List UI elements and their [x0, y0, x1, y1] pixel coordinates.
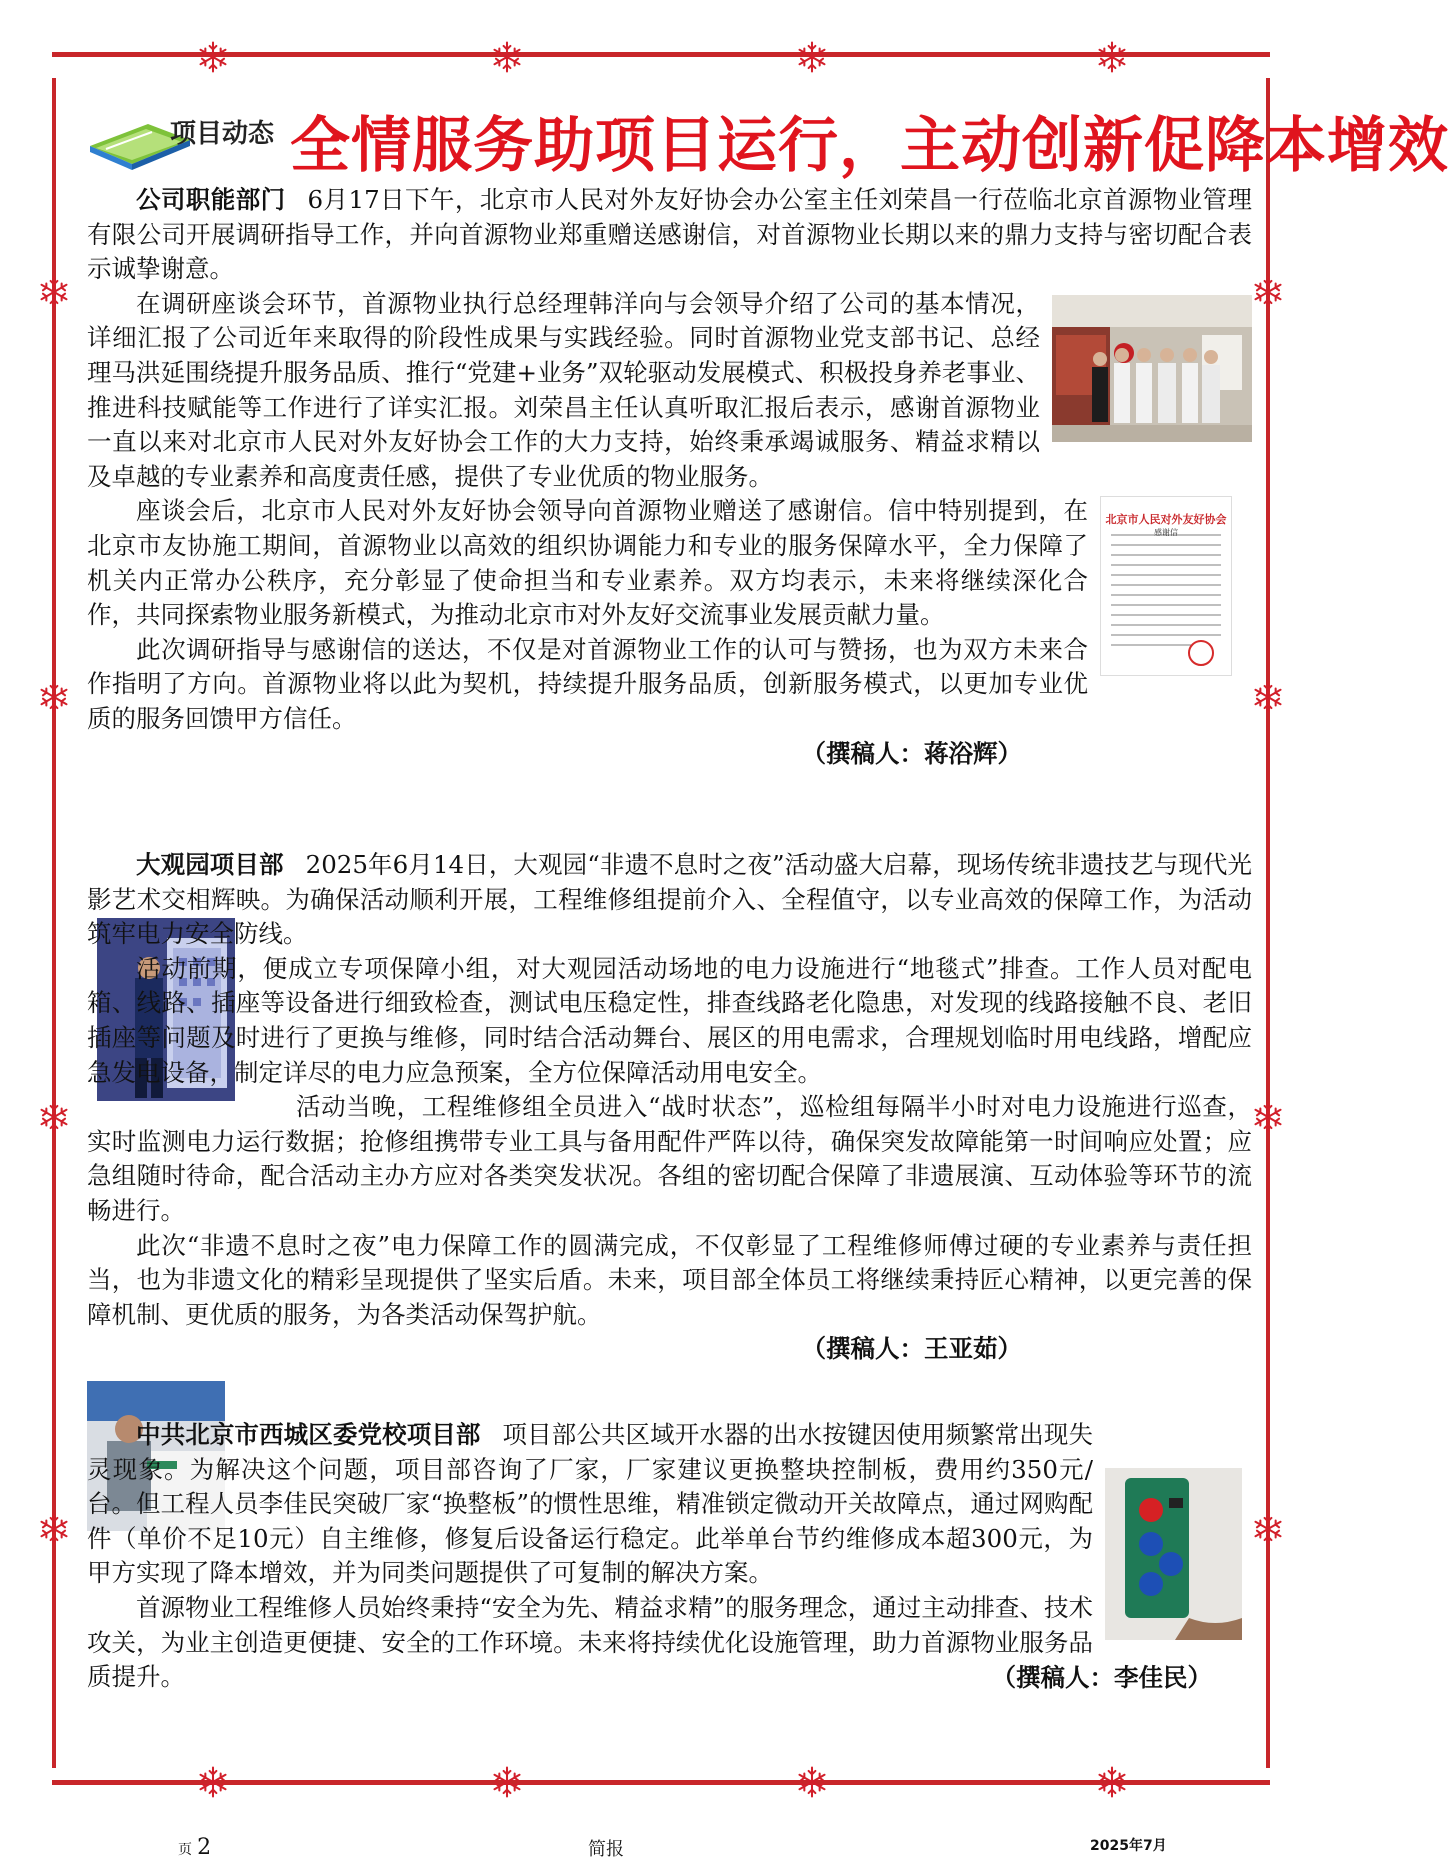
page-headline: 全情服务助项目运行，主动创新促降本增效	[290, 111, 1449, 181]
snowflake-icon	[37, 1512, 71, 1546]
article-paragraph: 在调研座谈会环节，首源物业执行总经理韩洋向与会领导介绍了公司的基本情况，详细汇报了公司近年来取得的阶段性成果与实践经验。同时首源物业党支部书记、总经理马洪延围绕提升服务品质、推行“党建+业务”双轮驱动发展模式、积极投身养老事业、推进科技赋能等工作进行了详实汇报。刘荣昌主任认真听取汇报后表示，感谢首源物业一直以来对北京市人民对外友好协会工作的大力支持，始终秉承竭诚服务、精益求精以及卓越的专业素养和高度责任感，提供了专业优质的物业服务。	[87, 288, 1040, 491]
snowflake-icon	[1251, 1512, 1285, 1546]
snowflake-icon	[196, 40, 230, 74]
article-paragraph: 此次“非遗不息时之夜”电力保障工作的圆满完成，不仅彰显了工程维修师傅过硬的专业素养与责任担当，也为非遗文化的精彩呈现提供了坚实后盾。未来，项目部全体员工将继续秉持匠心精神，以更完善的保障机制、更优质的服务，为各类活动保驾护航。	[87, 1230, 1252, 1329]
article-daguanyuan	[87, 848, 1252, 1367]
snowflake-icon	[1251, 275, 1285, 309]
author-credit: （撰稿人：李佳民）	[991, 1662, 1212, 1692]
issue-date: 2025年7月	[1090, 1838, 1167, 1854]
snowflake-icon	[1251, 1100, 1285, 1134]
letter-header: 北京市人民对外友好协会	[1105, 512, 1227, 526]
department-label: 大观园项目部	[136, 850, 284, 879]
page-number: 页 2	[178, 1835, 212, 1860]
author-credit: （撰稿人：王亚茹）	[801, 1334, 1022, 1364]
snowflake-icon	[37, 1100, 71, 1134]
snowflake-icon	[490, 1765, 524, 1799]
department-label: 公司职能部门	[136, 185, 286, 214]
section-tag: 项目动态	[170, 119, 275, 149]
snowflake-icon	[795, 1765, 829, 1799]
article-paragraph: 座谈会后，北京市人民对外友好协会领导向首源物业赠送了感谢信。信中特别提到，在北京市友协施工期间，首源物业以高效的组织协调能力和专业的服务保障水平，全力保障了机关内正常办公秩序，充分彰显了使命担当和专业素养。双方均表示，未来将继续深化合作，共同探索物业服务新模式，为推动北京市对外友好交流事业发展贡献力量。	[87, 496, 1088, 630]
article-paragraph: 公司职能部门 6月17日下午，北京市人民对外友好协会办公室主任刘荣昌一行莅临北京首源物业管理有限公司开展调研指导工作，并向首源物业郑重赠送感谢信，对首源物业长期以来的鼎力支持与密切配合表示诚挚谢意。	[87, 185, 1252, 284]
article-paragraph: 首源物业工程维修人员始终秉持“安全为先、精益求精”的服务理念，通过主动排查、技术攻关，为业主创造更便捷、安全的工作环境。未来将持续优化设施管理，助力首源物业服务品质提升。	[87, 1592, 1093, 1692]
border-top	[52, 52, 1270, 57]
thank-you-letter-image	[1100, 496, 1232, 676]
newsletter-title: 简报	[588, 1839, 624, 1860]
article-company-departments	[87, 183, 1252, 771]
snowflake-icon	[37, 275, 71, 309]
article-paragraph: 此次调研指导与感谢信的送达，不仅是对首源物业工作的认可与赞扬，也为双方未来合作指明了方向。首源物业将以此为契机，持续提升服务品质，创新服务模式，以更加专业优质的服务回馈甲方信任。	[87, 634, 1088, 733]
letter-title: 感谢信	[1154, 527, 1178, 537]
snowflake-icon	[37, 680, 71, 714]
snowflake-icon	[196, 1765, 230, 1799]
snowflake-icon	[1095, 1765, 1129, 1799]
article-paragraph: 活动前期，便成立专项保障小组，对大观园活动场地的电力设施进行“地毯式”排查。工作人员对配电箱、线路、插座等设备进行细致检查，测试电压稳定性，排查线路老化隐患，对发现的线路接触不良、老旧插座等问题及时进行了更换与维修，同时结合活动舞台、展区的用电需求，合理规划临时用电线路，增配应急发电设备，制定详尽的电力应急预案，全方位保障活动用电安全。	[87, 953, 1252, 1087]
snowflake-icon	[1095, 40, 1129, 74]
snowflake-icon	[490, 40, 524, 74]
article-paragraph: 大观园项目部 2025年6月14日，大观园“非遗不息时之夜”活动盛大启幕，现场传统非遗技艺与现代光影艺术交相辉映。为确保活动顺利开展，工程维修组提前介入、全程值守，以专业高效的保障工作，为活动筑牢电力安全防线。	[87, 850, 1252, 949]
border-bottom	[52, 1780, 1270, 1785]
article-paragraph: 活动当晚，工程维修组全员进入“战时状态”，巡检组每隔半小时对电力设施进行巡查，实时监测电力运行数据；抢修组携带专业工具与备用配件严阵以待，确保突发故障能第一时间响应处置；应急组随时待命，配合活动主办方应对各类突发状况。各组的密切配合保障了非遗展演、互动体验等环节的流畅进行。	[87, 1092, 1252, 1225]
author-credit: （撰稿人：蒋浴辉）	[801, 738, 1022, 768]
department-label: 中共北京市西城区委党校项目部	[136, 1420, 481, 1449]
snowflake-icon	[1251, 680, 1285, 714]
group-photo	[1052, 295, 1252, 442]
article-xicheng-party-school	[87, 1418, 1252, 1695]
article-paragraph: 中共北京市西城区委党校项目部 项目部公共区域开水器的出水按键因使用频繁常出现失灵现象。为解决这个问题，项目部咨询了厂家，厂家建议更换整块控制板，费用约350元/台。但工程人员李佳民突破厂家“换整板”的惯性思维，精准锁定微动开关故障点，通过网购配件（单价不足10元）自主维修，修复后设备运行稳定。此举单台节约维修成本超300元，为甲方实现了降本增效，并为同类问题提供了可复制的解决方案。	[87, 1420, 1093, 1588]
control-board-photo	[1105, 1468, 1242, 1640]
snowflake-icon	[795, 40, 829, 74]
